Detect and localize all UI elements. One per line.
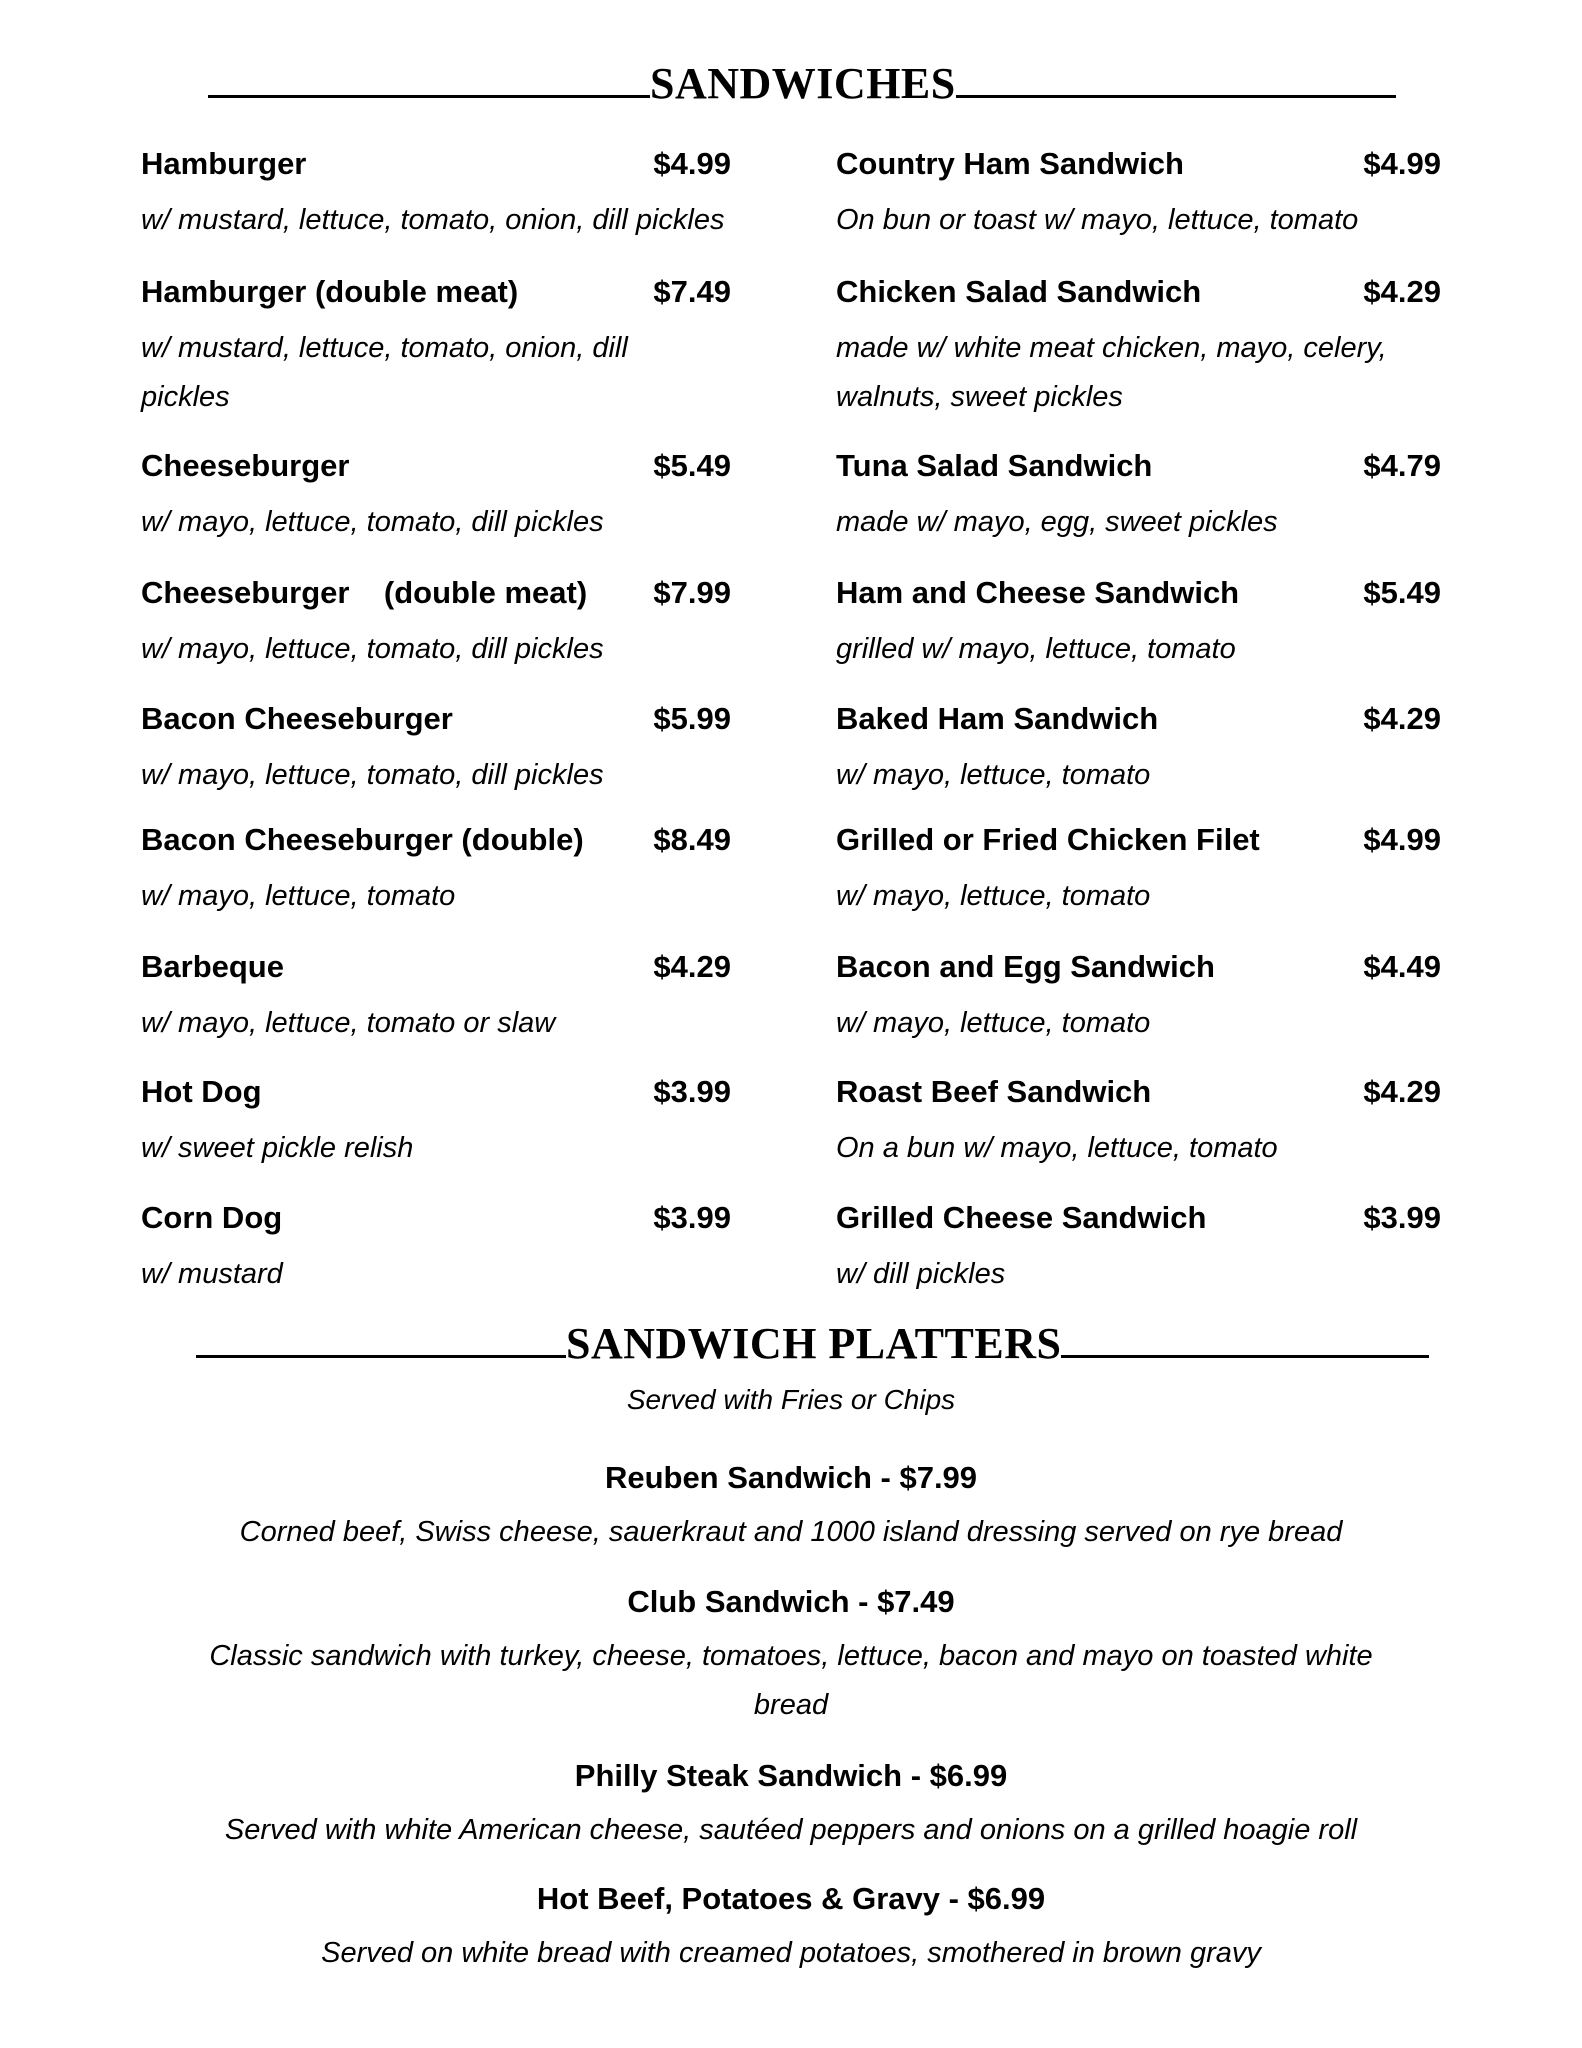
item-price: $8.49	[653, 822, 731, 857]
sandwiches-left-column	[141, 146, 731, 1299]
menu-item	[836, 575, 1441, 701]
sandwiches-heading-text: SANDWICHES	[650, 59, 956, 108]
item-name: Grilled Cheese Sandwich	[836, 1200, 1207, 1235]
item-description: w/ mayo, lettuce, tomato	[836, 759, 1151, 791]
item-name: Corn Dog	[141, 1200, 283, 1235]
platter-title: Club Sandwich - $7.49	[627, 1584, 955, 1619]
item-name: Hamburger	[141, 146, 307, 181]
item-price: $4.29	[1363, 274, 1441, 309]
item-description: w/ mayo, lettuce, tomato	[836, 1007, 1151, 1039]
item-description: w/ mayo, lettuce, tomato, dill pickles	[141, 633, 604, 665]
item-price: $4.29	[653, 949, 731, 984]
item-price: $3.99	[1363, 1200, 1441, 1235]
item-name: Roast Beef Sandwich	[836, 1074, 1152, 1109]
platter-description: Served with white American cheese, sautéed peppers and onions on a grilled hoagie roll	[224, 1814, 1358, 1846]
platter-item	[200, 1877, 1382, 1978]
menu-item	[836, 274, 1441, 448]
menu-item	[836, 146, 1441, 274]
heading-rule-right	[1061, 1355, 1429, 1358]
heading-rule-right	[956, 95, 1396, 98]
platters-subtitle: Served with Fries or Chips	[626, 1384, 956, 1415]
item-price: $4.49	[1363, 949, 1441, 984]
menu-item	[836, 822, 1441, 949]
item-description: w/ mayo, lettuce, tomato, dill pickles	[141, 506, 604, 538]
item-description: grilled w/ mayo, lettuce, tomato	[836, 633, 1236, 665]
item-price: $3.99	[653, 1200, 731, 1235]
item-price: $4.99	[653, 146, 731, 181]
item-name: Chicken Salad Sandwich	[836, 274, 1202, 309]
menu-item	[141, 822, 731, 949]
item-price: $3.99	[653, 1074, 731, 1109]
item-name: Baked Ham Sandwich	[836, 701, 1159, 736]
menu-item	[141, 949, 731, 1074]
item-description: made w/ white meat chicken, mayo, celery, walnuts, sweet pickles	[836, 332, 1387, 413]
platters-heading-text: SANDWICH PLATTERS	[566, 1319, 1062, 1368]
item-name: Hamburger (double meat)	[141, 274, 519, 309]
platter-title: Philly Steak Sandwich - $6.99	[574, 1758, 1008, 1793]
item-description: On a bun w/ mayo, lettuce, tomato	[836, 1132, 1278, 1164]
menu-item	[141, 575, 731, 701]
item-description: w/ sweet pickle relish	[141, 1132, 414, 1164]
item-name: Tuna Salad Sandwich	[836, 448, 1153, 483]
item-description: w/ mayo, lettuce, tomato, dill pickles	[141, 759, 604, 791]
item-description: w/ mayo, lettuce, tomato	[836, 880, 1151, 912]
item-description: w/ mustard, lettuce, tomato, onion, dill pickles	[141, 204, 725, 236]
item-description: w/ mayo, lettuce, tomato or slaw	[141, 1007, 556, 1039]
item-price: $5.49	[1363, 575, 1441, 610]
item-description: w/ mayo, lettuce, tomato	[141, 880, 456, 912]
sandwiches-right-column	[836, 146, 1441, 1299]
item-price: $5.49	[653, 448, 731, 483]
menu-item	[836, 448, 1441, 575]
platters-heading	[196, 1318, 1429, 1369]
heading-rule-left	[208, 95, 650, 98]
item-price: $4.99	[1363, 822, 1441, 857]
item-description: On bun or toast w/ mayo, lettuce, tomato	[836, 204, 1359, 236]
item-description: made w/ mayo, egg, sweet pickles	[836, 506, 1278, 538]
menu-item	[836, 1200, 1441, 1299]
item-price: $4.29	[1363, 701, 1441, 736]
item-name: Ham and Cheese Sandwich	[836, 575, 1240, 610]
menu-item	[836, 701, 1441, 822]
menu-item	[141, 1074, 731, 1200]
item-price: $7.49	[653, 274, 731, 309]
sandwiches-heading	[208, 58, 1396, 109]
menu-item	[141, 274, 731, 448]
item-name: Bacon Cheeseburger (double)	[141, 822, 584, 857]
platter-description: Served on white bread with creamed potatoes, smothered in brown gravy	[321, 1937, 1261, 1969]
menu-item	[141, 448, 731, 575]
menu-item	[836, 949, 1441, 1074]
heading-rule-left	[196, 1355, 566, 1358]
menu-item	[836, 1074, 1441, 1200]
item-name: Cheeseburger	[141, 448, 350, 483]
item-price: $4.79	[1363, 448, 1441, 483]
platter-title: Reuben Sandwich - $7.99	[604, 1460, 978, 1495]
item-price: $5.99	[653, 701, 731, 736]
item-name: Grilled or Fried Chicken Filet	[836, 822, 1260, 857]
platter-item	[200, 1456, 1382, 1557]
item-price: $4.29	[1363, 1074, 1441, 1109]
item-name: Barbeque	[141, 949, 284, 984]
platter-item	[200, 1580, 1382, 1730]
platter-item	[200, 1754, 1382, 1855]
platter-description: Corned beef, Swiss cheese, sauerkraut and 1000 island dressing served on rye bread	[239, 1516, 1343, 1548]
item-price: $4.99	[1363, 146, 1441, 181]
menu-item	[141, 146, 731, 274]
item-name: Bacon and Egg Sandwich	[836, 949, 1215, 984]
item-name: Hot Dog	[141, 1074, 262, 1109]
menu-item	[141, 701, 731, 822]
item-name: Cheeseburger (double meat)	[141, 575, 588, 610]
item-price: $7.99	[653, 575, 731, 610]
item-name: Bacon Cheeseburger	[141, 701, 453, 736]
item-description: w/ mustard	[141, 1258, 283, 1290]
platter-title: Hot Beef, Potatoes & Gravy - $6.99	[536, 1881, 1046, 1916]
menu-item	[141, 1200, 731, 1299]
item-description: w/ mustard, lettuce, tomato, onion, dill pickles	[141, 332, 628, 413]
item-name: Country Ham Sandwich	[836, 146, 1184, 181]
item-description: w/ dill pickles	[836, 1258, 1006, 1290]
platter-description: Classic sandwich with turkey, cheese, tomatoes, lettuce, bacon and mayo on toasted white bread	[209, 1640, 1373, 1721]
